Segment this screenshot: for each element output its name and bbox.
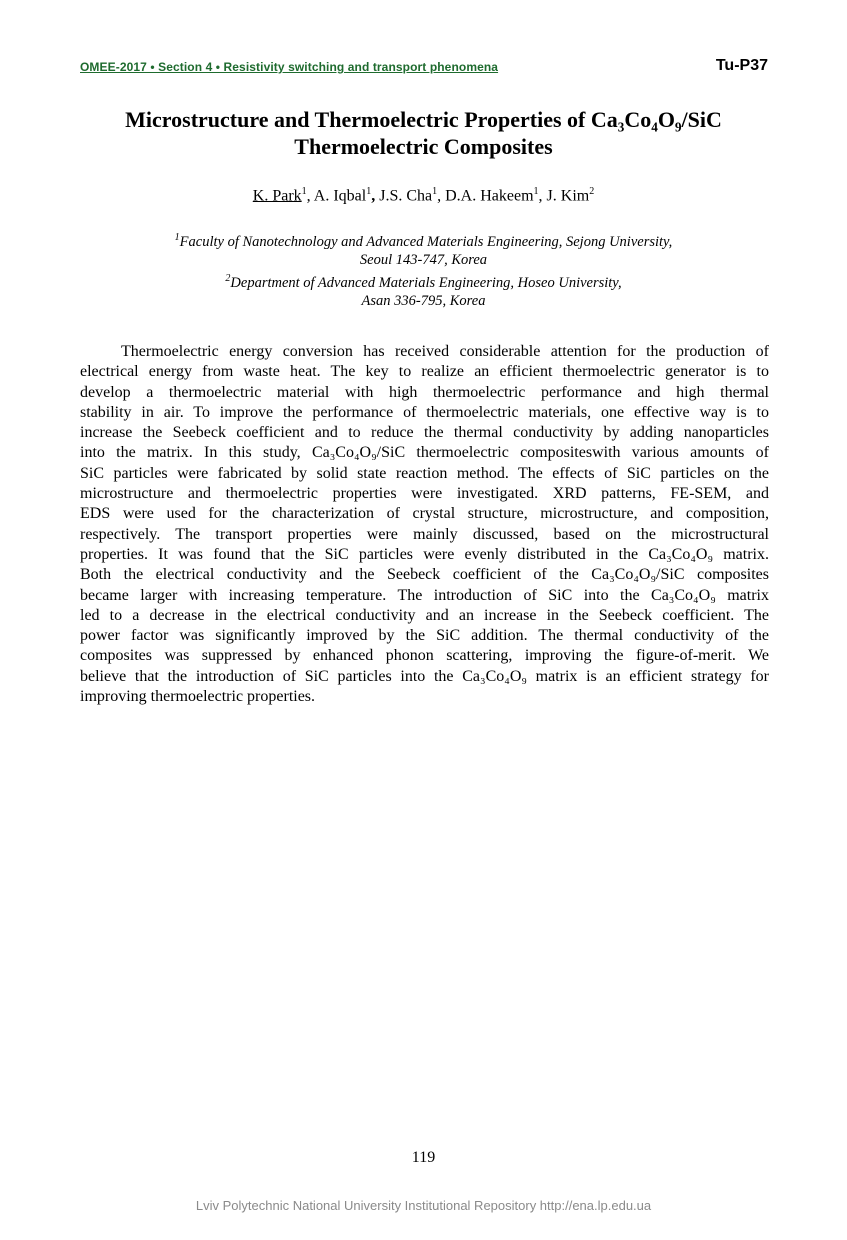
- abstract-line: microstructure and thermoelectric properties were investigated. XRD patterns, FE-SEM, and: [80, 485, 769, 503]
- repository-footer: Lviv Polytechnic National University Institutional Repository http://ena.lp.edu.ua: [195, 1198, 652, 1213]
- paper-title: [0, 106, 847, 160]
- title-line: Microstructure and Thermoelectric Properties of Ca₃Co₄O₉/SiC: [125, 107, 722, 132]
- affil-mark: 2: [225, 272, 231, 284]
- title-line: Thermoelectric Composites: [294, 134, 553, 159]
- conference-header: OMEE-2017 • Section 4 • Resistivity switching and transport phenomena: [80, 60, 499, 74]
- abstract-line: stability in air. To improve the performance of thermoelectric materials, one effective way is to: [80, 403, 769, 421]
- abstract-line: Both the electrical conductivity and the Seebeck coefficient of the Ca₃Co₄O₉/SiC composites: [80, 566, 769, 584]
- author-name: K. Park: [252, 187, 302, 205]
- abstract-line: led to a decrease in the electrical conductivity and an increase in the Seebeck coefficient. The: [80, 606, 769, 624]
- abstract: [80, 342, 769, 707]
- author-name: J. Kim: [546, 187, 590, 205]
- abstract-line: SiC particles were fabricated by solid state reaction method. The effects of SiC particles on the: [80, 464, 769, 482]
- paper-code: Tu-P37: [715, 57, 768, 74]
- affiliations: [0, 229, 847, 311]
- affil-text: Department of Advanced Materials Engineering, Hoseo University,: [230, 274, 622, 291]
- affiliation-line: Seoul 143-747, Korea: [359, 252, 488, 269]
- author-name: A. Iqbal: [313, 187, 367, 205]
- author-name: J.S. Cha: [379, 187, 433, 205]
- abstract-line: increase the Seebeck coefficient and to reduce the thermal conductivity by adding nanoparticles: [80, 424, 769, 442]
- abstract-line: composites was suppressed by enhanced phonon scattering, improving the figure-of-merit. We: [80, 647, 769, 665]
- author-affil: 1: [301, 186, 307, 197]
- abstract-line: became larger with increasing temperature. The introduction of SiC into the Ca₃Co₄O₉ matrix: [80, 586, 769, 604]
- abstract-line: respectively. The transport properties were mainly discussed, based on the microstructural: [80, 525, 769, 543]
- abstract-line: properties. It was found that the SiC particles were evenly distributed in the Ca₃Co₄O₉ matrix.: [80, 545, 769, 563]
- author-affil: 1: [533, 186, 539, 197]
- abstract-line: Thermoelectric energy conversion has received considerable attention for the production of: [121, 343, 769, 360]
- affiliation-line: [0, 270, 847, 292]
- author-name: D.A. Hakeem: [445, 187, 534, 205]
- abstract-line: power factor was significantly improved by the SiC addition. The thermal conductivity of the: [80, 627, 769, 645]
- abstract-line: believe that the introduction of SiC particles into the Ca₃Co₄O₉ matrix is an efficient strategy for: [80, 667, 769, 685]
- authors: K. Park$^1$, A. Iqbal$^1$, J.S. Cha$^1$, D.A. Hakeem$^1$, J. Kim$^2$: [252, 186, 595, 205]
- affil-text: Faculty of Nanotechnology and Advanced Materials Engineering, Sejong University,: [179, 233, 673, 250]
- abstract-line: improving thermoelectric properties.: [80, 688, 316, 706]
- author-affil: 2: [589, 186, 595, 197]
- author-affil: 1: [366, 186, 372, 197]
- abstract-line: develop a thermoelectric material with high thermoelectric performance and high thermal: [80, 383, 769, 401]
- affil-mark: 1: [174, 232, 180, 243]
- page-number: 119: [411, 1149, 436, 1166]
- abstract-line: electrical energy from waste heat. The key to realize an efficient thermoelectric generator is to: [80, 363, 769, 381]
- abstract-line: into the matrix. In this study, Ca₃Co₄O₉/SiC thermoelectric compositeswith various amounts of: [80, 444, 769, 462]
- affiliation-line: [0, 229, 847, 251]
- abstract-line: EDS were used for the characterization of crystal structure, microstructure, and composition,: [80, 505, 769, 523]
- affiliation-line: Asan 336-795, Korea: [361, 293, 486, 310]
- author-affil: 1: [432, 186, 438, 197]
